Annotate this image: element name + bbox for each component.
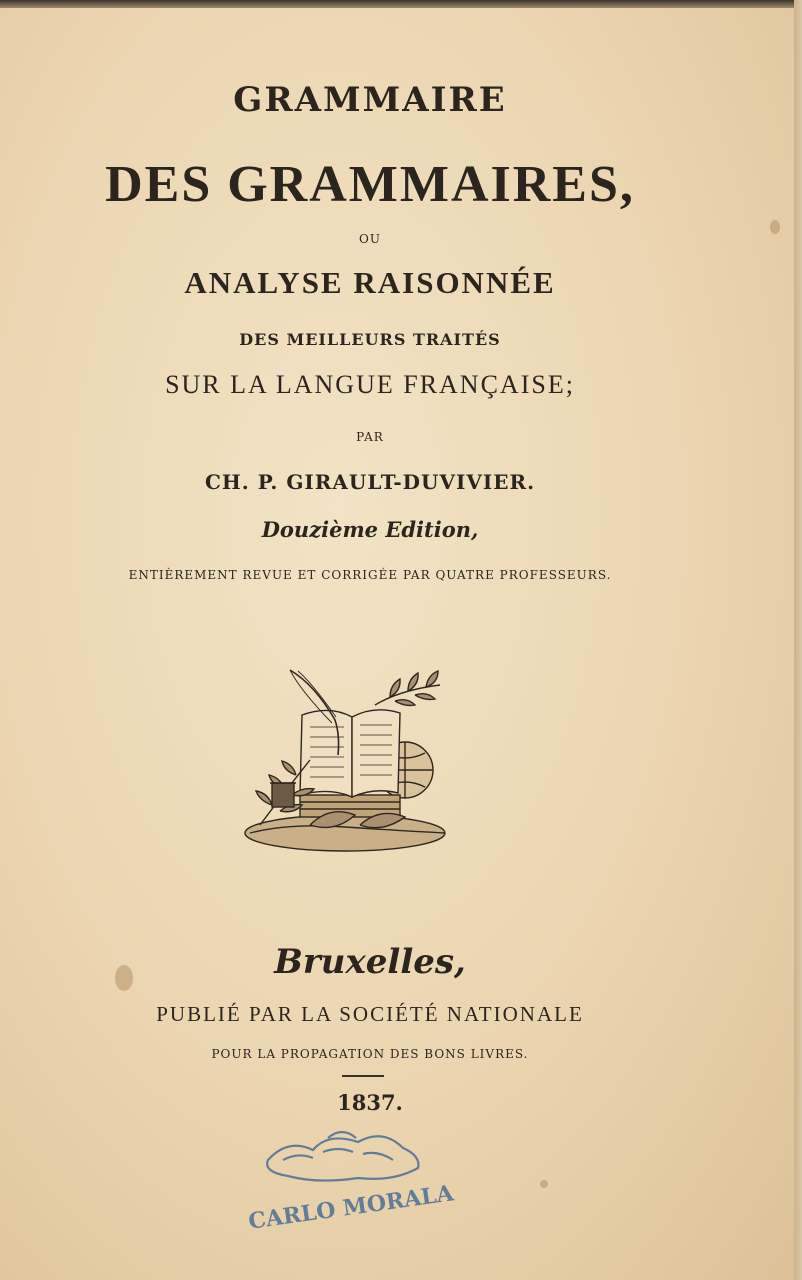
subtitle-line-2: SUR LA LANGUE FRANÇAISE;: [165, 370, 575, 399]
divider-rule: [342, 1075, 384, 1077]
owner-stamp-icon: [228, 1120, 458, 1240]
conjunction-ou: OU: [359, 232, 381, 246]
title-line-3: ANALYSE RAISONNÉE: [184, 265, 556, 300]
publication-year: 1837.: [337, 1090, 403, 1115]
revision-note: ENTIÈREMENT REVUE ET CORRIGÉE PAR QUATRE PROFESSEURS.: [128, 568, 612, 582]
title-line-2: DES GRAMMAIRES,: [105, 156, 635, 213]
book-quill-vignette-icon: [240, 665, 455, 860]
foxing-spot: [540, 1180, 548, 1188]
author-name: CH. P. GIRAULT-DUVIVIER.: [204, 470, 536, 494]
page-edge-top: [0, 0, 802, 8]
by-label: PAR: [356, 430, 384, 444]
foxing-spot: [770, 220, 780, 234]
publication-city: Bruxelles,: [274, 942, 466, 982]
publisher-line-2: POUR LA PROPAGATION DES BONS LIVRES.: [211, 1047, 529, 1061]
publisher-line-1: PUBLIÉ PAR LA SOCIÉTÉ NATIONALE: [156, 1002, 584, 1026]
page-edge-right: [794, 0, 802, 1280]
stamp-text: CARLO MORALA: [246, 1180, 456, 1235]
title-line-1: GRAMMAIRE: [233, 80, 507, 120]
edition-label: Douzième Edition,: [261, 517, 479, 542]
subtitle-line-1: DES MEILLEURS TRAITÉS: [239, 330, 501, 349]
